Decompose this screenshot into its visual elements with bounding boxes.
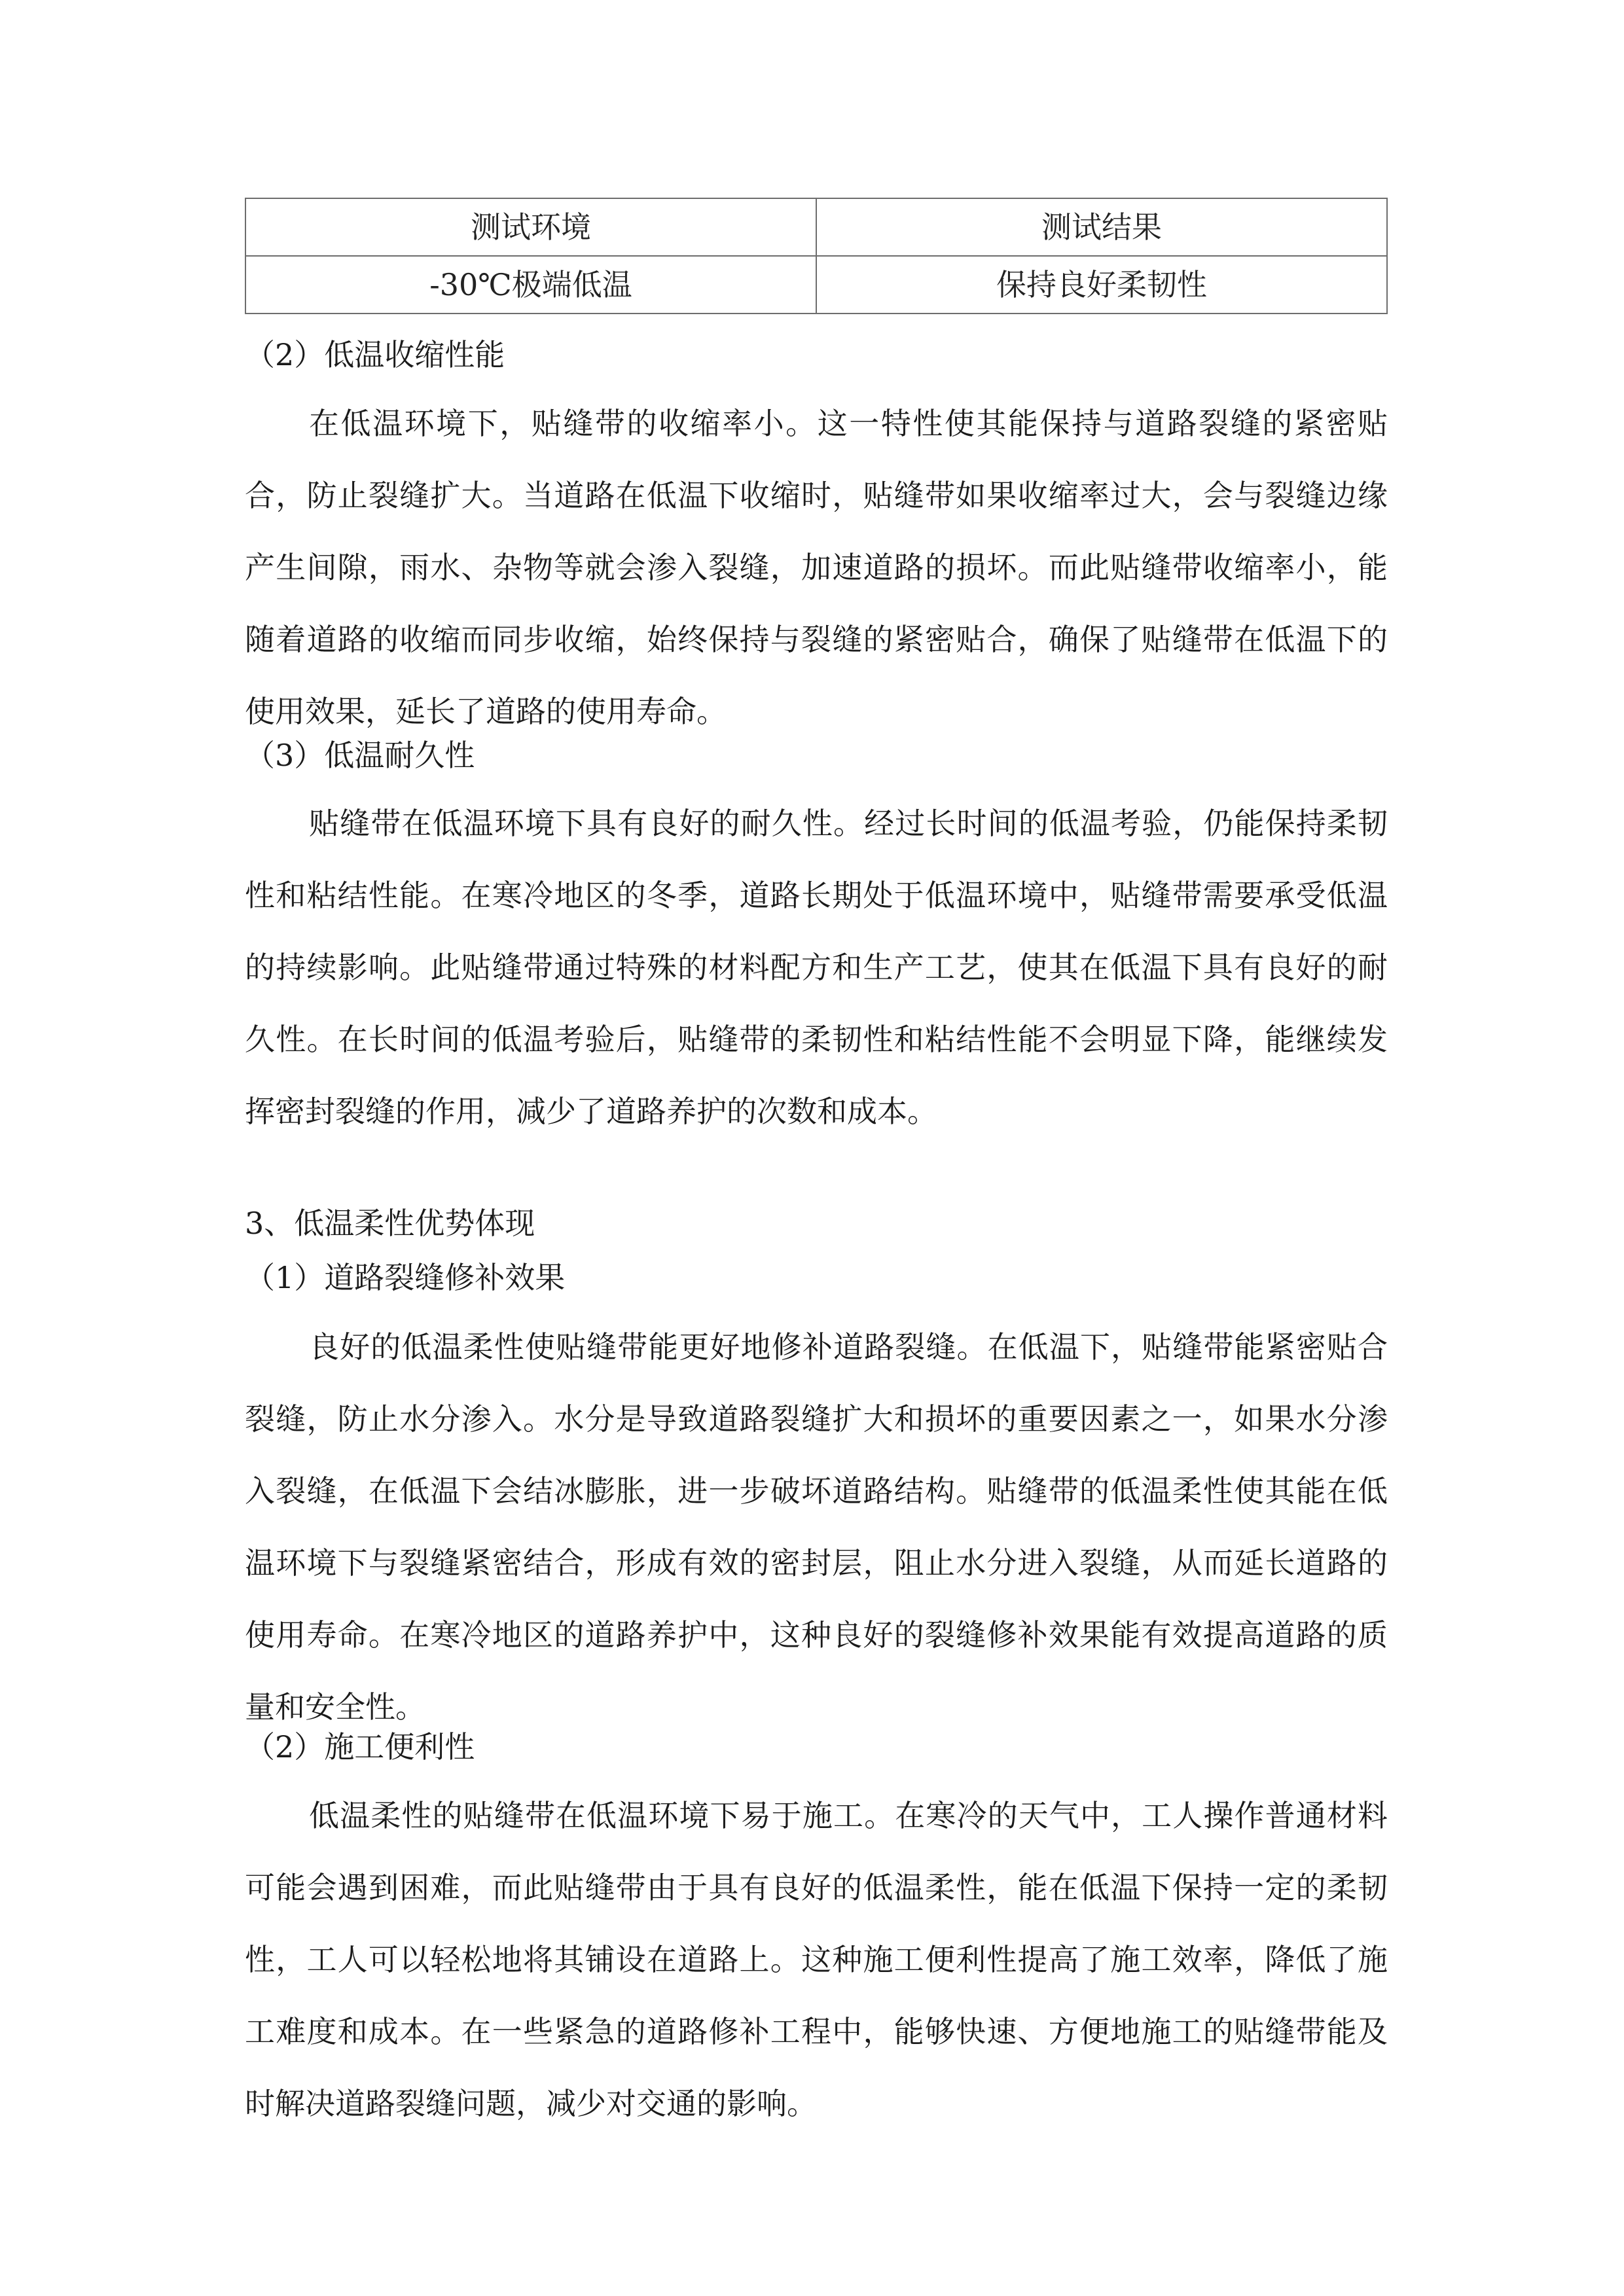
paragraph-low-temp-shrinkage: 在低温环境下，贴缝带的收缩率小。这一特性使其能保持与道路裂缝的紧密贴合，防止裂缝扩大。当道路在低温下收缩时，贴缝带如果收缩率过大，会与裂缝边缘产生间隙，雨水、杂物等就会渗入裂缝，加速道路的损坏。而此贴缝带收缩率小，能随着道路的收缩而同步收缩，始终保持与裂缝的紧密贴合，确保了贴缝带在低温下的使用效果，延长了道路的使用寿命。	[245, 406, 1388, 729]
table-header-row	[245, 198, 1387, 256]
table-header-cell: 测试结果	[816, 198, 1387, 256]
table-cell: 保持良好柔韧性	[816, 256, 1387, 314]
table-row	[245, 256, 1387, 314]
section-heading-low-temp-shrinkage: （2）低温收缩性能	[245, 337, 505, 372]
section-heading-advantages: 3、低温柔性优势体现	[245, 1206, 535, 1241]
paragraph-construction-convenience: 低温柔性的贴缝带在低温环境下易于施工。在寒冷的天气中，工人操作普通材料可能会遇到困难，而此贴缝带由于具有良好的低温柔性，能在低温下保持一定的柔韧性，工人可以轻松地将其铺设在道路上。这种施工便利性提高了施工效率，降低了施工难度和成本。在一些紧急的道路修补工程中，能够快速、方便地施工的贴缝带能及时解决道路裂缝问题，减少对交通的影响。	[245, 1798, 1388, 2121]
table-cell: -30℃极端低温	[245, 256, 816, 314]
table-header-cell: 测试环境	[245, 198, 816, 256]
section-heading-low-temp-durability: （3）低温耐久性	[245, 738, 475, 773]
paragraph-crack-repair: 良好的低温柔性使贴缝带能更好地修补道路裂缝。在低温下，贴缝带能紧密贴合裂缝，防止水分渗入。水分是导致道路裂缝扩大和损坏的重要因素之一，如果水分渗入裂缝，在低温下会结冰膨胀，进一步破坏道路结构。贴缝带的低温柔性使其能在低温环境下与裂缝紧密结合，形成有效的密封层，阻止水分进入裂缝，从而延长道路的使用寿命。在寒冷地区的道路养护中，这种良好的裂缝修补效果能有效提高道路的质量和安全性。	[245, 1329, 1388, 1725]
paragraph-low-temp-durability: 贴缝带在低温环境下具有良好的耐久性。经过长时间的低温考验，仍能保持柔韧性和粘结性能。在寒冷地区的冬季，道路长期处于低温环境中，贴缝带需要承受低温的持续影响。此贴缝带通过特殊的材料配方和生产工艺，使其在低温下具有良好的耐久性。在长时间的低温考验后，贴缝带的柔韧性和粘结性能不会明显下降，能继续发挥密封裂缝的作用，减少了道路养护的次数和成本。	[245, 806, 1388, 1129]
section-heading-construction-convenience: （2）施工便利性	[245, 1729, 475, 1765]
test-result-table	[245, 198, 1388, 314]
section-heading-crack-repair: （1）道路裂缝修补效果	[245, 1260, 566, 1295]
